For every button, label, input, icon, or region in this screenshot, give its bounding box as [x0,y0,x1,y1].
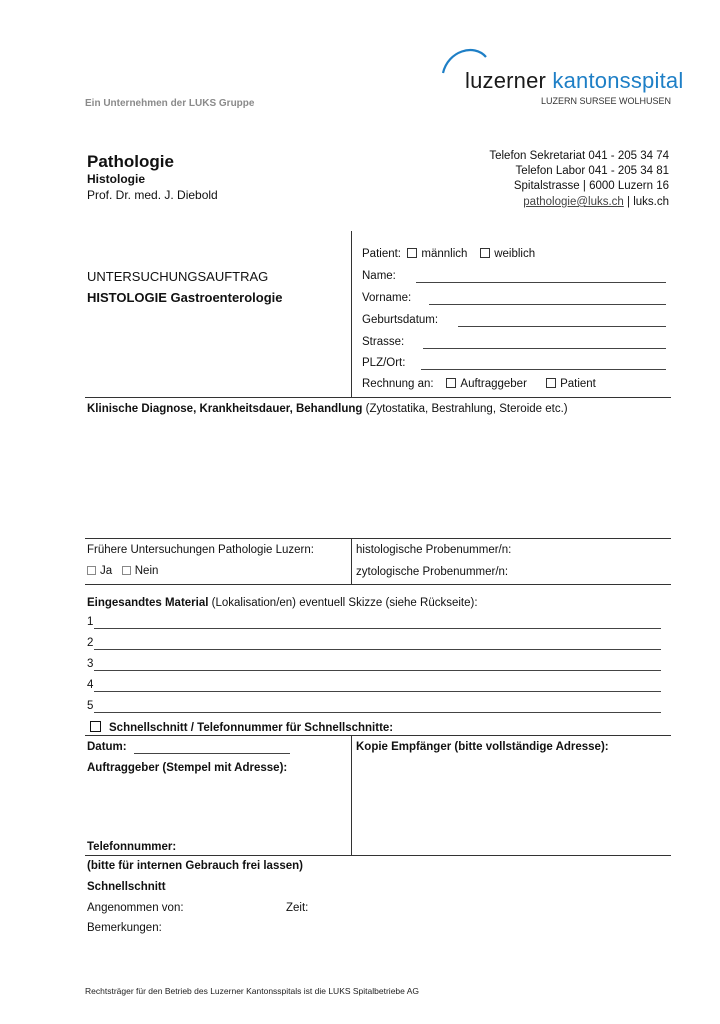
divider-date-vertical [351,735,352,855]
vorname-label: Vorname: [362,292,412,304]
remarks-label: Bemerkungen: [87,922,162,934]
material-line-5[interactable] [94,712,661,713]
logo-locations: LUZERN SURSEE WOLHUSEN [540,96,671,106]
birthdate-field[interactable] [458,326,666,327]
material-line-2[interactable] [94,649,661,650]
footer-legal: Rechtsträger für den Betrieb des Luzerner Kantonsspitals ist die LUKS Spitalbetriebe AG [85,986,420,996]
form-subtitle: HISTOLOGIE Gastroenterologie [87,290,283,305]
male-checkbox[interactable] [407,248,417,258]
zip-label: PLZ/Ort: [362,357,406,369]
date-field[interactable] [134,753,290,754]
contact-phone-lab: Telefon Labor 041 - 205 34 81 [515,165,669,177]
zip-field[interactable] [421,369,666,370]
logo-brand-left: luzerner [465,68,547,93]
previous-options [87,565,158,577]
zyto-nr-label: zytologische Probenummer/n: [356,566,509,578]
yes-label: Ja [100,565,113,577]
material-heading-normal: (Lokalisation/en) eventuell Skizze (siehe Rückseite): [208,597,478,609]
date-label: Datum: [87,741,127,753]
previous-label: Frühere Untersuchungen Pathologie Luzern: [87,544,314,556]
logo-brand-right: kantonsspital [552,68,684,93]
male-label: männlich [421,248,468,260]
divider-previous [85,538,671,539]
department-title: Pathologie [87,152,174,171]
material-line-label-5: 5 [87,700,94,712]
no-checkbox[interactable] [122,566,131,575]
name-field[interactable] [416,282,666,283]
internal-quick: Schnellschnitt [87,881,166,893]
divider-internal [85,855,671,856]
email-link[interactable]: pathologie@luks.ch [523,196,624,208]
quick-label: Schnellschnitt / Telefonnummer für Schnellschnitte: [109,722,394,734]
time-label: Zeit: [286,902,309,914]
web-text: | luks.ch [623,196,669,208]
contact-address: Spitalstrasse | 6000 Luzern 16 [513,180,669,192]
logo [465,68,683,94]
department-head: Prof. Dr. med. J. Diebold [87,188,218,202]
clinical-heading [87,403,568,415]
phone-label: Telefonnummer: [87,841,177,853]
material-heading-bold: Eingesandtes Material [87,597,209,609]
material-line-3[interactable] [94,670,661,671]
divider-material [85,584,671,585]
contact-web-line [523,196,669,208]
billing-client-label: Auftraggeber [460,378,527,390]
billing-patient-label: Patient [560,378,596,390]
no-label: Nein [134,565,159,577]
material-line-label-4: 4 [87,679,94,691]
contact-phone-secretary: Telefon Sekretariat 041 - 205 34 74 [489,150,669,162]
material-line-label-3: 3 [87,658,94,670]
group-line: Ein Unternehmen der LUKS Gruppe [85,98,255,109]
yes-checkbox[interactable] [87,566,96,575]
divider-previous-vertical [351,538,352,584]
material-line-label-2: 2 [87,637,94,649]
billing-row [362,378,596,390]
vorname-field[interactable] [429,304,666,305]
quick-row [90,721,393,734]
divider-date [85,735,671,736]
material-line-label-1: 1 [87,616,94,628]
divider-clinical [85,397,671,398]
patient-label: Patient: [362,248,401,260]
department-subtitle: Histologie [87,172,146,186]
name-label: Name: [362,270,396,282]
quick-checkbox[interactable] [90,721,101,732]
material-heading [87,597,478,609]
street-label: Strasse: [362,336,405,348]
billing-client-checkbox[interactable] [446,378,456,388]
copy-label: Kopie Empfänger (bitte vollständige Adresse): [356,741,609,753]
birthdate-label: Geburtsdatum: [362,314,439,326]
form-title: UNTERSUCHUNGSAUFTRAG [87,269,269,284]
client-label: Auftraggeber (Stempel mit Adresse): [87,762,288,774]
material-line-1[interactable] [94,628,661,629]
clinical-heading-bold: Klinische Diagnose, Krankheitsdauer, Behandlung [87,403,363,415]
histo-nr-label: histologische Probenummer/n: [356,544,512,556]
female-label: weiblich [494,248,536,260]
accepted-label: Angenommen von: [87,902,184,914]
billing-patient-checkbox[interactable] [546,378,556,388]
female-checkbox[interactable] [480,248,490,258]
street-field[interactable] [423,348,666,349]
divider-top [351,231,352,397]
clinical-heading-normal: (Zytostatika, Bestrahlung, Steroide etc.) [362,403,568,415]
internal-note: (bitte für internen Gebrauch frei lassen) [87,860,303,872]
material-line-4[interactable] [94,691,661,692]
patient-gender-row [362,248,535,260]
billing-label: Rechnung an: [362,378,434,390]
